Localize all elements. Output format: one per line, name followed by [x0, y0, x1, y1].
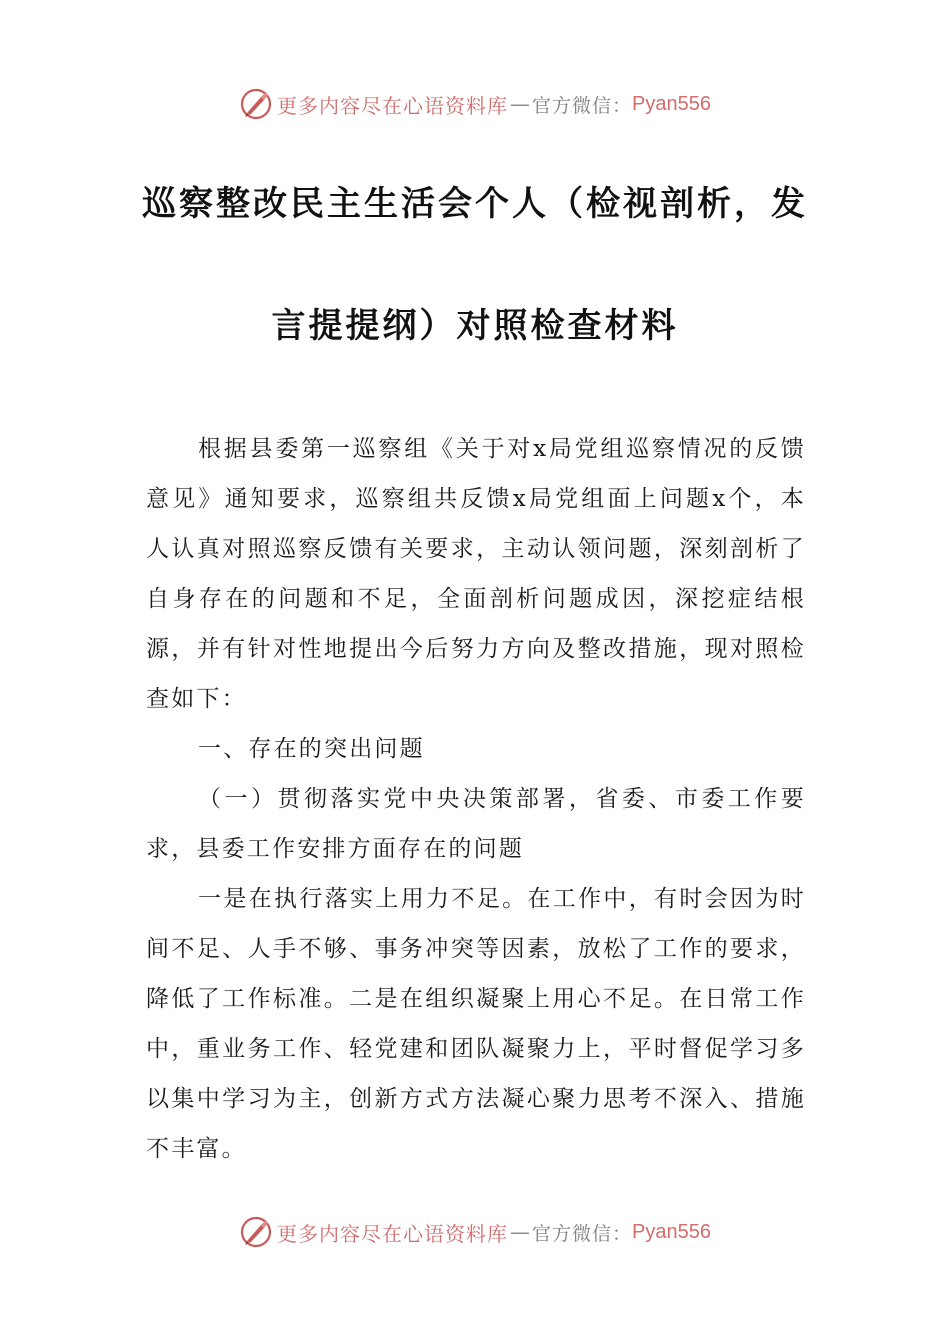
document-title-line-1: 巡察整改民主生活会个人（检视剖析，发: [142, 184, 808, 224]
header-watermark: [0, 84, 950, 124]
issue-paragraph: 一是在执行落实上用力不足。在工作中，有时会因为时间不足、人手不够、事务冲突等因素，放松了工作的要求，降低了工作标准。二是在组织凝聚上用心不足。在日常工作中，重业务工作、轻党建和团队凝聚力上，平时督促学习多以集中学习为主，创新方式方法凝心聚力思考不深入、措施不丰富。: [146, 886, 806, 1162]
footer-watermark: [0, 1212, 950, 1252]
wechat-id: Pyan556: [632, 1220, 711, 1243]
section-heading: 一、存在的突出问题: [198, 736, 425, 762]
brand-text: 更多内容尽在心语资料库: [277, 1221, 508, 1246]
separator-dash: —: [510, 1220, 530, 1244]
wechat-label: 官方微信：: [532, 1222, 633, 1245]
wechat-label: 官方微信：: [532, 94, 633, 117]
document-body: [146, 424, 806, 1174]
separator-dash: —: [510, 92, 530, 116]
wechat-id: Pyan556: [632, 92, 711, 115]
pen-logo-icon: [239, 1215, 273, 1249]
pen-logo-icon: [239, 87, 273, 121]
document-title-line-2: 言提提纲）对照检查材料: [271, 306, 679, 346]
brand-text: 更多内容尽在心语资料库: [277, 93, 508, 118]
intro-paragraph: 根据县委第一巡察组《关于对x局党组巡察情况的反馈意见》通知要求，巡察组共反馈x局党组面上问题x个，本人认真对照巡察反馈有关要求，主动认领问题，深刻剖析了自身存在的问题和不足，全面剖析问题成因，深挖症结根源，并有针对性地提出今后努力方向及整改措施，现对照检查如下：: [146, 436, 806, 712]
subsection-heading: （一）贯彻落实党中央决策部署，省委、市委工作要求，县委工作安排方面存在的问题: [146, 786, 806, 862]
